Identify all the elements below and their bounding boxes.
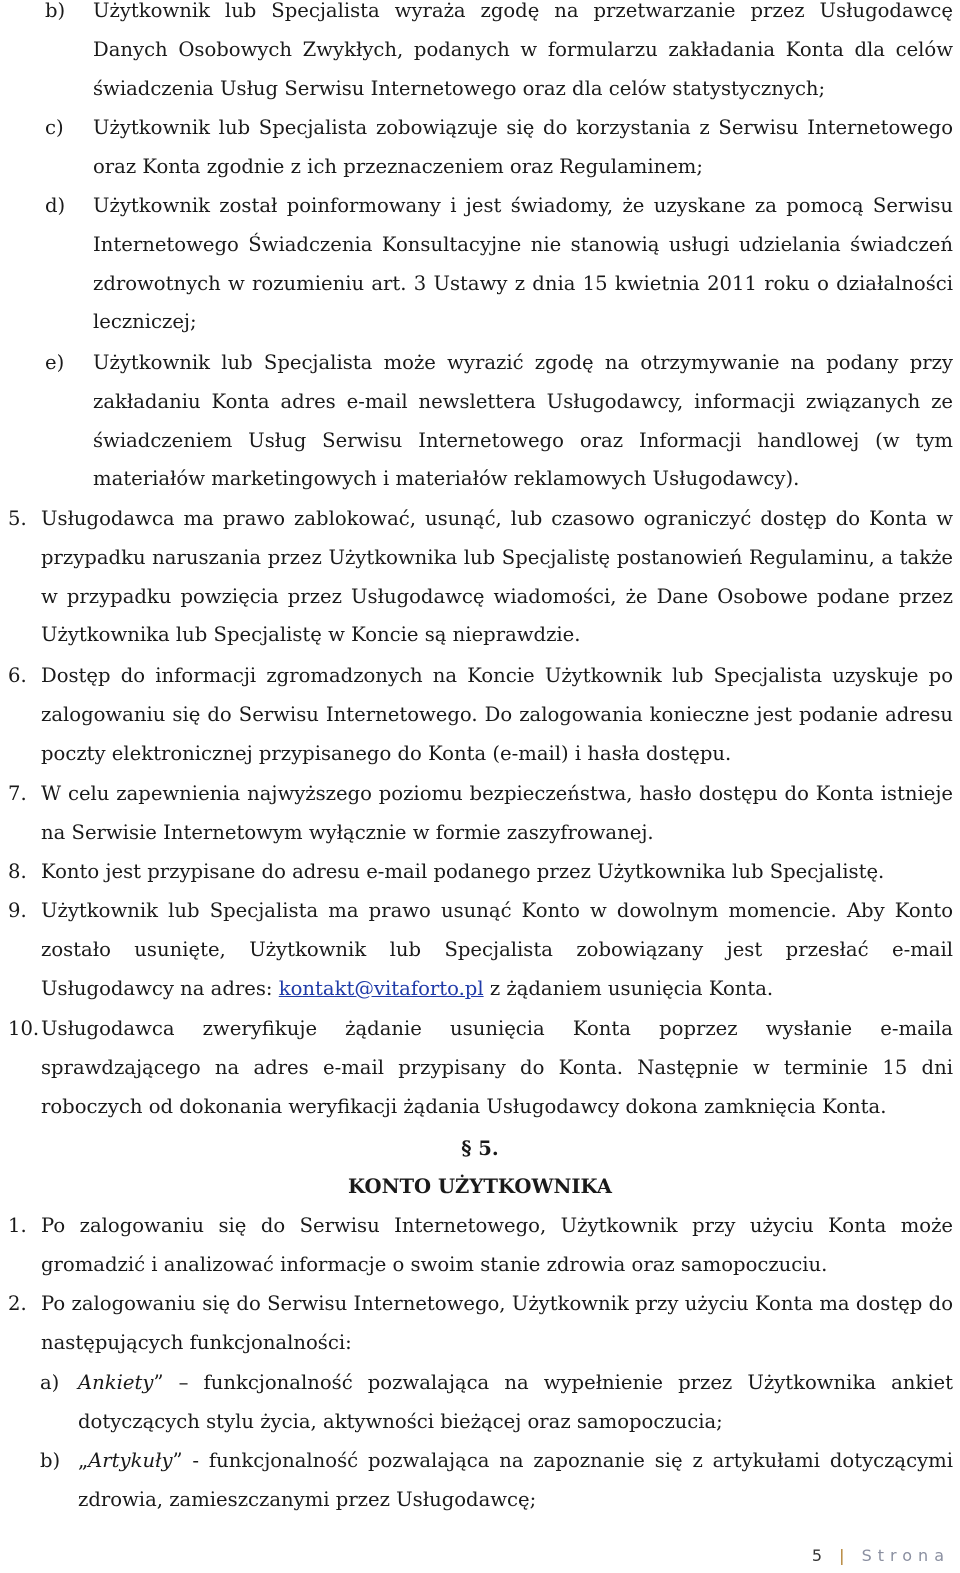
paragraph-10 [8, 1010, 953, 1126]
section-subitem-b [40, 1442, 953, 1520]
section-subitem-a [40, 1364, 953, 1442]
section-paragraph-1 [8, 1207, 953, 1285]
paragraph-text: W celu zapewnienia najwyższego poziomu bezpieczeństwa, hasło dostępu do Konta istnieje na Serwisie Internetowym wyłącznie w formie zaszyfrowanej. [41, 782, 953, 844]
item-label: b) [45, 0, 66, 22]
paragraph-text: Konto jest przypisane do adresu e-mail podanego przez Użytkownika lub Specjalistę. [41, 860, 885, 883]
section-title: KONTO UŻYTKOWNIKA [348, 1175, 612, 1198]
term: Artykuły [88, 1449, 173, 1472]
page-footer [812, 1546, 950, 1565]
item-text [78, 1442, 953, 1520]
list-item-e [45, 344, 953, 499]
paragraph-7 [8, 775, 953, 853]
paragraph-text: Usługodawca ma prawo zablokować, usunąć, lub czasowo ograniczyć dostęp do Konta w przypadku naruszania przez Użytkownika lub Specjalistę postanowień Regulaminu, a także w przypadku powzięcia przez Usługodawcę wiadomości, że Dane Osobowe podane przez Użytkownika lub Specjalistę w Koncie są nieprawdzie. [41, 507, 953, 647]
paragraph-text: Usługodawca zweryfikuje żądanie usunięcia Konta poprzez wysłanie e-maila sprawdzającego na adres e-mail przypisany do Konta. Następnie w terminie 15 dni roboczych od dokonania weryfikacji żądania Usługodawcy dokona zamknięcia Konta. [41, 1017, 953, 1118]
paragraph-9 [8, 892, 953, 1008]
paragraph-text [41, 892, 953, 1008]
paragraph-8 [8, 853, 953, 892]
paragraph-number: 10. [8, 1017, 40, 1040]
paragraph-number: 6. [8, 664, 27, 687]
paragraph-number: 9. [8, 899, 27, 922]
paragraph-text-after: z żądaniem usunięcia Konta. [483, 976, 774, 1000]
item-label: e) [45, 351, 65, 374]
item-label: c) [45, 116, 64, 139]
paragraph-number: 7. [8, 782, 27, 805]
paragraph-number: 1. [8, 1214, 27, 1237]
item-text: Użytkownik lub Specjalista może wyrazić zgodę na otrzymywanie na podany przy zakładaniu Konta adres e-mail newslettera Usługodawcy, informacji związanych ze świadczeniem Usług Serwisu Internetowego oraz Informacji handlowej (w tym materiałów marketingowych i materiałów reklamowych Usługodawcy). [93, 351, 953, 491]
item-text [78, 1364, 953, 1442]
item-description: - funkcjonalność pozwalająca na zapoznanie się z artykułami dotyczącymi zdrowia, zamieszczanymi przez Usługodawcę; [78, 1449, 953, 1511]
paragraph-text: Po zalogowaniu się do Serwisu Internetowego, Użytkownik przy użyciu Konta może gromadzić i analizować informacje o swoim stanie zdrowia oraz samopoczuciu. [41, 1214, 953, 1276]
footer-page-word: Strona [861, 1546, 950, 1565]
paragraph-text: Po zalogowaniu się do Serwisu Internetowego, Użytkownik przy użyciu Konta ma dostęp do następujących funkcjonalności: [41, 1292, 953, 1354]
list-item-c [45, 109, 953, 187]
item-label: a) [40, 1371, 60, 1394]
term-suffix: ” [172, 1449, 183, 1472]
item-text: Użytkownik lub Specjalista zobowiązuje się do korzystania z Serwisu Internetowego oraz Konta zgodnie z ich przeznaczeniem oraz Regulaminem; [93, 116, 953, 178]
list-item-b [45, 0, 953, 108]
paragraph-number: 2. [8, 1292, 27, 1315]
paragraph-5 [8, 500, 953, 655]
paragraph-number: 5. [8, 507, 27, 530]
item-text: Użytkownik lub Specjalista wyraża zgodę na przetwarzanie przez Usługodawcę Danych Osobowych Zwykłych, podanych w formularzu zakładania Konta dla celów świadczenia Usług Serwisu Internetowego oraz dla celów statystycznych; [93, 0, 953, 100]
list-item-d [45, 187, 953, 342]
paragraph-text-before: Użytkownik lub Specjalista ma prawo usunąć Konto w dowolnym momencie. Aby Konto zostało usunięte, Użytkownik lub Specjalista zobowiązany jest przesłać e-mail Usługodawcy na adres: [41, 899, 953, 1000]
paragraph-number: 8. [8, 860, 27, 883]
item-label: d) [45, 194, 66, 217]
footer-separator: | [839, 1546, 851, 1565]
paragraph-6 [8, 657, 953, 773]
term-prefix: „ [78, 1449, 89, 1472]
section-paragraph-2 [8, 1285, 953, 1363]
term: Ankiety [78, 1371, 154, 1394]
section-number: § 5. [461, 1137, 499, 1160]
term-suffix: ” [153, 1371, 164, 1394]
paragraph-text: Dostęp do informacji zgromadzonych na Koncie Użytkownik lub Specjalista uzyskuje po zalogowaniu się do Serwisu Internetowego. Do zalogowania konieczne jest podanie adresu poczty elektronicznej przypisanego do Konta (e-mail) i hasła dostępu. [41, 664, 953, 765]
item-label: b) [40, 1449, 61, 1472]
page-number: 5 [811, 1546, 829, 1565]
item-description: – funkcjonalność pozwalająca na wypełnienie przez Użytkownika ankiet dotyczących stylu życia, aktywności bieżącej oraz samopoczucia; [78, 1371, 953, 1433]
item-text: Użytkownik został poinformowany i jest świadomy, że uzyskane za pomocą Serwisu Internetowego Świadczenia Konsultacyjne nie stanowią usługi udzielania świadczeń zdrowotnych w rozumieniu art. 3 Ustawy z dnia 15 kwietnia 2011 roku o działalności leczniczej; [93, 194, 953, 334]
email-link[interactable]: kontakt@vitaforto.pl [278, 976, 484, 1000]
